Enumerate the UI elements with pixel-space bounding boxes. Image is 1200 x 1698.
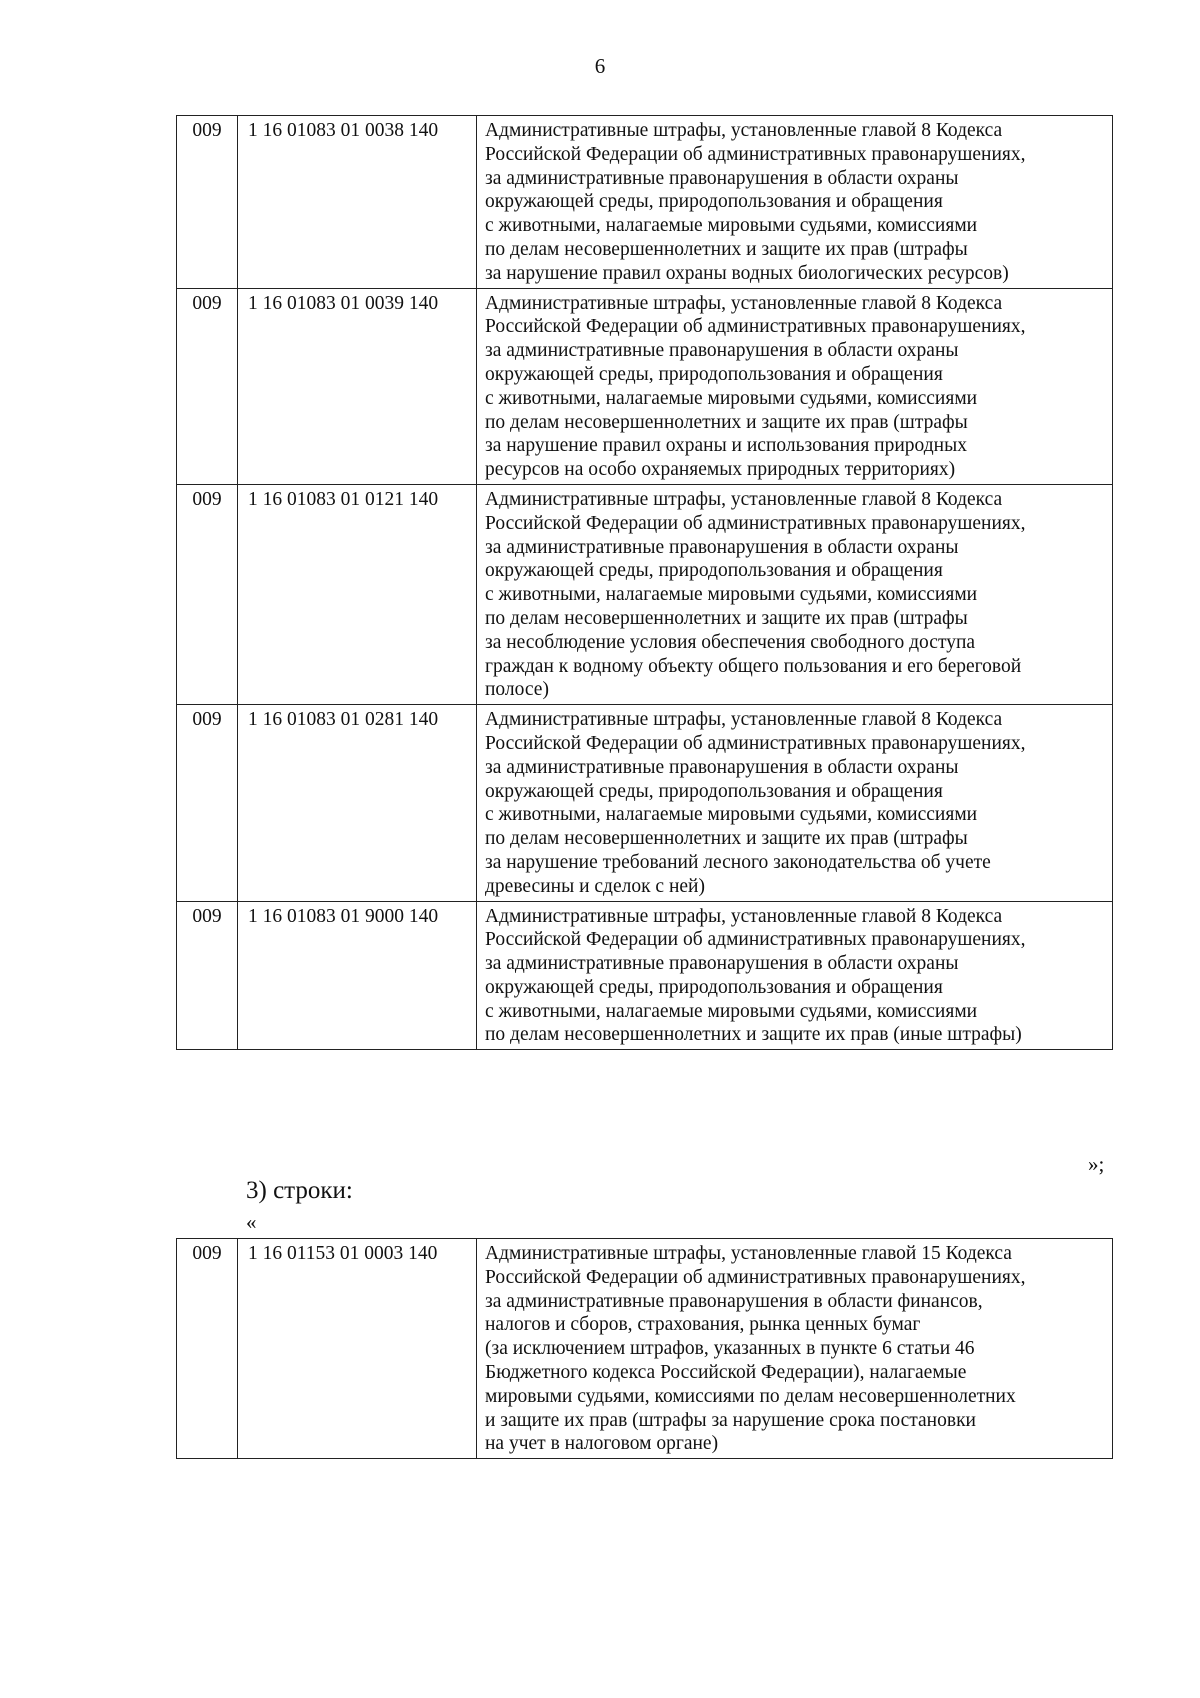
table-row (177, 705, 1113, 901)
table-row (177, 116, 1113, 289)
revenue-code-cell: 1 16 01083 01 9000 140 (238, 901, 477, 1050)
revenue-code-cell: 1 16 01083 01 0038 140 (238, 116, 477, 289)
description-cell: Административные штрафы, установленные главой 8 Кодекса Российской Федерации об административных правонарушениях, за административные правонарушения в области охраны окружающей среды, природопользования и обращения с животными, налагаемые мировыми судьями, комиссиями по делам несовершеннолетних и защите их прав (штрафы за нарушение требований лесного законодательства об учете древесины и сделок с ней) (477, 705, 1113, 901)
admin-code-cell: 009 (177, 484, 238, 704)
description-cell: Административные штрафы, установленные главой 15 Кодекса Российской Федерации об административных правонарушениях, за административные правонарушения в области финансов, налогов и сборов, страхования, рынка ценных бумаг (за исключением штрафов, указанных в пункте 6 статьи 46 Бюджетного кодекса Российской Федерации), налагаемые мировыми судьями, комиссиями по делам несовершеннолетних и защите их прав (штрафы за нарушение срока постановки на учет в налоговом органе) (477, 1239, 1113, 1459)
budget-codes-table (176, 115, 1113, 1050)
admin-code-cell: 009 (177, 1239, 238, 1459)
closing-quote: »; (1088, 1152, 1105, 1176)
admin-code-cell: 009 (177, 705, 238, 901)
description-cell: Административные штрафы, установленные главой 8 Кодекса Российской Федерации об административных правонарушениях, за административные правонарушения в области охраны окружающей среды, природопользования и обращения с животными, налагаемые мировыми судьями, комиссиями по делам несовершеннолетних и защите их прав (иные штрафы) (477, 901, 1113, 1050)
section-label: 3) строки: (246, 1177, 353, 1204)
page-number: 6 (594, 54, 606, 78)
revenue-code-cell: 1 16 01083 01 0281 140 (238, 705, 477, 901)
opening-quote: « (246, 1210, 257, 1234)
admin-code-cell: 009 (177, 116, 238, 289)
revenue-code-cell: 1 16 01083 01 0039 140 (238, 288, 477, 484)
description-cell: Административные штрафы, установленные главой 8 Кодекса Российской Федерации об административных правонарушениях, за административные правонарушения в области охраны окружающей среды, природопользования и обращения с животными, налагаемые мировыми судьями, комиссиями по делам несовершеннолетних и защите их прав (штрафы за нарушение правил охраны водных биологических ресурсов) (477, 116, 1113, 289)
admin-code-cell: 009 (177, 901, 238, 1050)
table-row (177, 288, 1113, 484)
revenue-code-cell: 1 16 01153 01 0003 140 (238, 1239, 477, 1459)
description-cell: Административные штрафы, установленные главой 8 Кодекса Российской Федерации об административных правонарушениях, за административные правонарушения в области охраны окружающей среды, природопользования и обращения с животными, налагаемые мировыми судьями, комиссиями по делам несовершеннолетних и защите их прав (штрафы за нарушение правил охраны и использования природных ресурсов на особо охраняемых природных территориях) (477, 288, 1113, 484)
description-cell: Административные штрафы, установленные главой 8 Кодекса Российской Федерации об административных правонарушениях, за административные правонарушения в области охраны окружающей среды, природопользования и обращения с животными, налагаемые мировыми судьями, комиссиями по делам несовершеннолетних и защите их прав (штрафы за несоблюдение условия обеспечения свободного доступа граждан к водному объекту общего пользования и его береговой полосе) (477, 484, 1113, 704)
table-row (177, 1239, 1113, 1459)
table-row (177, 484, 1113, 704)
revenue-code-cell: 1 16 01083 01 0121 140 (238, 484, 477, 704)
budget-codes-table-2 (176, 1238, 1113, 1459)
admin-code-cell: 009 (177, 288, 238, 484)
table-row (177, 901, 1113, 1050)
